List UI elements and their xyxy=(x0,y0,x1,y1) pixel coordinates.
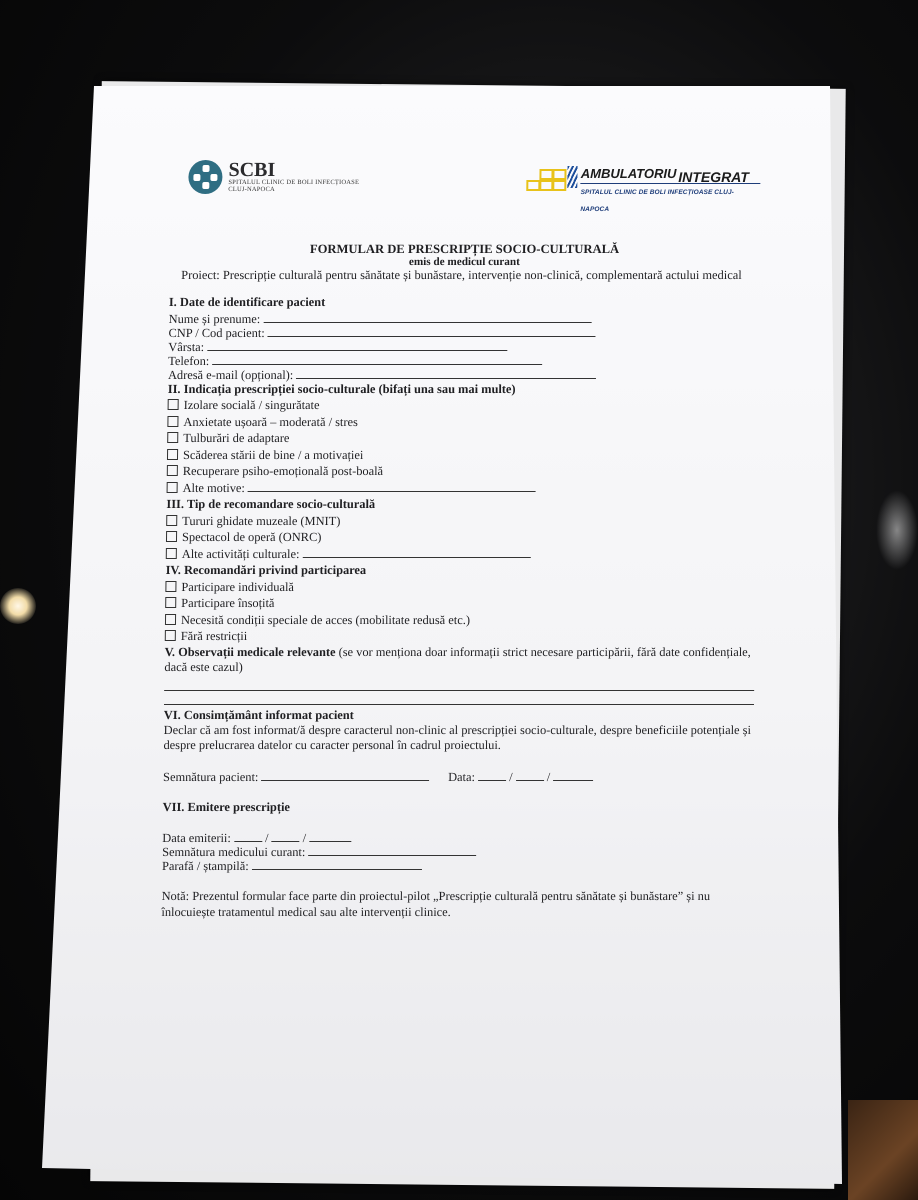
checkbox[interactable] xyxy=(167,432,178,443)
checkbox-option[interactable]: Anxietate ușoară – moderată / stres xyxy=(167,414,757,431)
section-4-heading: IV. Recomandări privind participarea xyxy=(165,563,367,577)
checkbox[interactable] xyxy=(167,449,178,460)
checkbox-option[interactable]: Participare însoțită xyxy=(165,595,755,612)
consent-text: Declar că am fost informat/ă despre caracterul non-clinic al prescripției socio-culturale, despre beneficiile potențiale și despre prelucrarea datelor cu caracter personal în cadrul proiectului. xyxy=(163,723,752,752)
ambulatoriu-logo xyxy=(526,166,761,218)
checkbox-option-other[interactable]: Alte activități culturale: xyxy=(166,546,756,563)
cnp-field[interactable] xyxy=(168,325,758,339)
header-logos xyxy=(188,160,761,230)
checkbox[interactable] xyxy=(165,597,176,608)
section-7-heading: VII. Emitere prescripție xyxy=(162,800,291,814)
field-label: Adresă e-mail (opțional): xyxy=(167,367,294,382)
integrat-name: INTEGRAT xyxy=(678,169,749,185)
checkbox-option[interactable]: Tulburări de adaptare xyxy=(167,430,757,447)
signature-line[interactable] xyxy=(261,769,429,781)
section-3-heading: III. Tip de recomandare socio-culturală xyxy=(166,497,376,511)
checkbox[interactable] xyxy=(165,630,176,641)
ambulatoriu-name: AMBULATORIU xyxy=(580,166,677,181)
issue-date-row[interactable]: Data emiterii: / / xyxy=(162,830,752,844)
checkbox-option[interactable]: Recuperare psiho-emoțională post-boală xyxy=(167,463,757,480)
section-1-heading: I. Date de identificare pacient xyxy=(168,295,326,309)
observations-line[interactable] xyxy=(164,689,754,691)
blocks-icon xyxy=(526,166,564,190)
checkbox[interactable] xyxy=(167,482,178,493)
scbi-subtitle: SPITALUL CLINIC DE BOLI INFECȚIOASE CLUJ-NAPOCA xyxy=(228,179,360,193)
scbi-name: SCBI xyxy=(228,159,276,181)
section-2-heading: II. Indicația prescripției socio-culturale (bifați una sau mai multe) xyxy=(167,381,516,396)
checkbox[interactable] xyxy=(166,515,177,526)
section-5-text: (se vor menționa doar informații strict necesare participării, fără date confidențiale, dacă este cazul) xyxy=(164,644,751,674)
checkbox[interactable] xyxy=(165,581,176,592)
cross-icon xyxy=(188,160,222,194)
checkbox-option[interactable]: Fără restricții xyxy=(165,628,755,645)
phone-field[interactable] xyxy=(168,353,758,367)
checkbox-option[interactable]: Participare individuală xyxy=(165,579,755,596)
age-field[interactable] xyxy=(168,339,758,353)
checkbox[interactable] xyxy=(168,399,179,410)
patient-signature-row[interactable]: Semnătura pacient: Data: / / xyxy=(163,769,753,785)
checkbox-option[interactable]: Izolare socială / singurătate xyxy=(168,397,758,414)
field-label: Nume și prenume: xyxy=(168,311,261,326)
surface-shine xyxy=(876,490,918,570)
name-field[interactable] xyxy=(169,311,759,325)
observations-line[interactable] xyxy=(164,703,754,705)
ambulatoriu-subtitle: SPITALUL CLINIC DE BOLI INFECȚIOASE CLUJ-NAPOCA xyxy=(580,183,760,218)
footer-note: Notă: Prezentul formular face parte din proiectul-pilot „Prescripție culturală pentru sănătate și bunăstare” și nu înlocuiește tratamentul medical sau alte intervenții clinice. xyxy=(161,888,711,919)
checkbox[interactable] xyxy=(166,531,177,542)
doctor-signature-row[interactable]: Semnătura medicului curant: xyxy=(162,844,752,858)
form-content xyxy=(161,160,760,920)
signature-label: Semnătura pacient: xyxy=(163,770,259,784)
scbi-logo xyxy=(188,160,378,194)
checkbox[interactable] xyxy=(166,548,177,559)
light-reflection xyxy=(0,588,36,624)
checkbox-option[interactable]: Tururi ghidate muzeale (MNIT) xyxy=(166,513,756,530)
email-field[interactable] xyxy=(168,367,758,381)
section-5 xyxy=(164,645,754,675)
field-label: CNP / Cod pacient: xyxy=(168,325,265,340)
project-description: Proiect: Prescripție culturală pentru sănătate și bunăstare, intervenție non-clinică, complementară actului medical xyxy=(181,268,742,282)
section-6-heading: VI. Consimțământ informat pacient xyxy=(163,707,354,722)
date-label: Data: xyxy=(448,770,476,784)
field-label: Telefon: xyxy=(168,353,210,368)
field-label: Vârsta: xyxy=(168,339,205,354)
section-5-heading: V. Observații medicale relevante xyxy=(164,644,336,659)
checkbox-option[interactable]: Spectacol de operă (ONRC) xyxy=(166,529,756,546)
checkbox-option-other[interactable]: Alte motive: xyxy=(167,480,757,497)
form-subtitle: emis de medicul curant xyxy=(408,256,520,268)
checkbox[interactable] xyxy=(165,614,176,625)
checkbox-option[interactable]: Scăderea stării de bine / a motivației xyxy=(167,447,757,464)
stamp-row[interactable]: Parafă / ștampilă: xyxy=(162,858,752,872)
checkbox[interactable] xyxy=(167,465,178,476)
form-title: FORMULAR DE PRESCRIPȚIE SOCIO-CULTURALĂ xyxy=(309,242,620,256)
table-edge xyxy=(848,1100,918,1200)
stripes-icon xyxy=(568,166,578,188)
checkbox-option[interactable]: Necesită condiții speciale de acces (mobilitate redusă etc.) xyxy=(165,612,755,629)
checkbox[interactable] xyxy=(167,416,178,427)
